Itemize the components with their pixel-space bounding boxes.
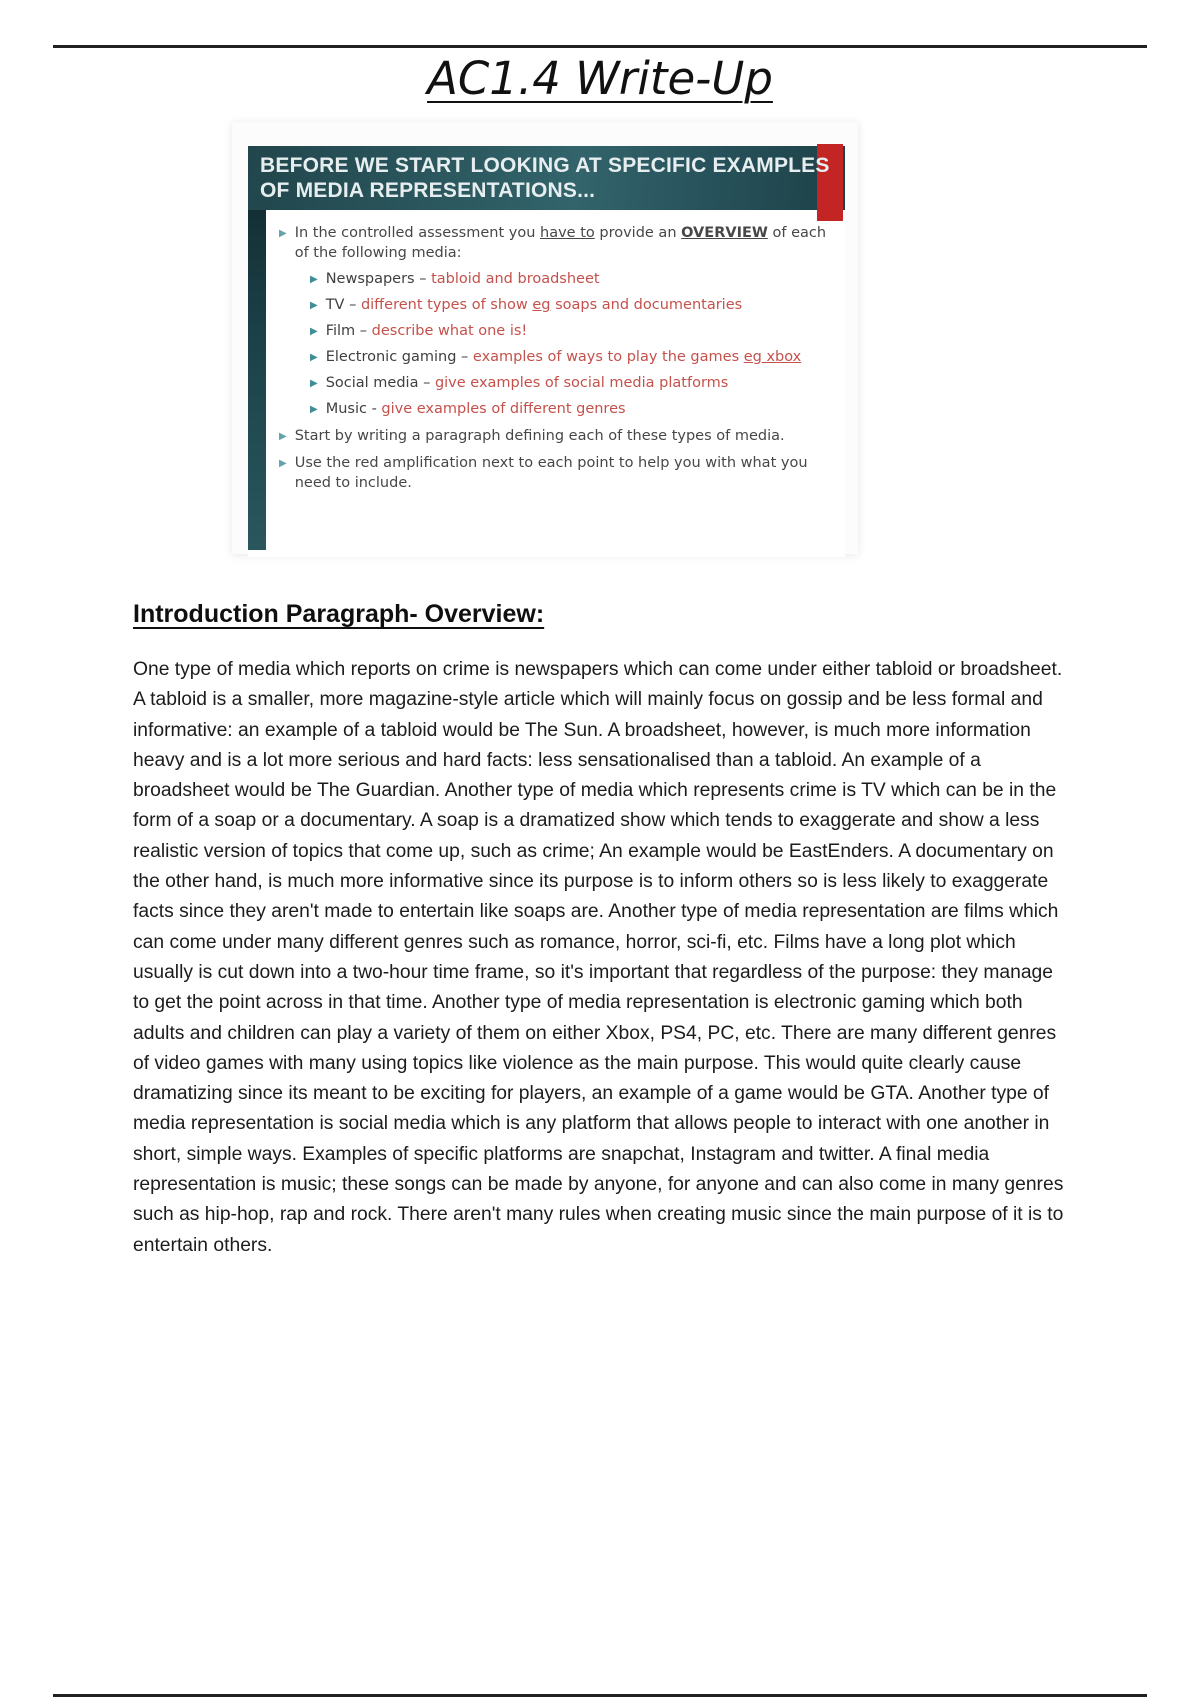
media-label: Newspapers: [325, 271, 415, 287]
slide-bullet-list: [248, 223, 845, 493]
bullet-media-social: [310, 374, 839, 392]
introduction-paragraph: One type of media which reports on crime is newspapers which can come under either tabloid or broadsheet. A tabloid is a smaller, more magazine-style article which will mainly focus on gossip and be less formal and informative: an example of a tabloid would be The Sun. A broadsheet, however, is much more information heavy and is a lot more serious and hard facts: less sensationalised than a tabloid. An example of a broadsheet would be The Guardian. Another type of media which represents crime is TV which can be in the form of a soap or a documentary. A soap is a dramatized show which tends to exaggerate and show a less realistic version of topics that come up, such as crime; An example would be EastEnders. A documentary on the other hand, is much more informative since its purpose is to inform others so is less likely to exaggerate facts since they aren't made to entertain like soaps are. Another type of media representation are films which can come under many different genres such as romance, horror, sci-fi, etc. Films have a long plot which usually is cut down into a two-hour time frame, so it's important that regardless of the purpose: they manage to get the point across in that time. Another type of media representation is electronic gaming which both adults and children can play a variety of them on either Xbox, PS4, PC, etc. There are many different genres of video games with many using topics like violence as the main purpose. This would quite clearly cause dramatizing since its meant to be exciting for players, an example of a game would be GTA. Another type of media representation is social media which is any platform that allows people to interact with one another in short, simple ways. Examples of specific platforms are snapchat, Instagram and twitter. A final media representation is music; these songs can be made by anyone, for anyone and can also come in many genres such as hip-hop, rap and rock. There aren't many rules when creating music since the main purpose of it is to entertain others.: [133, 659, 1064, 1256]
bullet-start-instruction: [279, 426, 839, 446]
closing-instruction-text: Use the red amplification next to each point to help you with what you need to include.: [294, 455, 808, 491]
media-amplification-underlined: eg xbox: [743, 349, 802, 365]
bullet-media-music: [310, 400, 839, 418]
text-segment: provide an: [594, 225, 682, 241]
page-top-rule: [53, 45, 1147, 48]
media-dash: –: [414, 271, 432, 287]
media-dash: –: [344, 297, 361, 313]
media-label: Music: [325, 401, 367, 417]
media-amplification-underlined: eg: [532, 297, 551, 313]
media-amplification: give examples of different genres: [381, 401, 626, 417]
media-amplification: describe what one is!: [371, 323, 528, 339]
embedded-slide-image: [232, 122, 858, 554]
slide-body: [248, 210, 845, 557]
text-segment: of each of the following media:: [294, 225, 827, 261]
bullet-media-film: [310, 322, 839, 340]
media-label: TV: [325, 297, 345, 313]
bullet-media-newspapers: [310, 270, 839, 288]
slide-title: [248, 146, 845, 203]
media-label: Electronic gaming: [325, 349, 457, 365]
bullet-overview-text: [295, 223, 839, 263]
bullet-arrow-icon: ▶: [279, 431, 287, 442]
media-amplification: soaps and documentaries: [550, 297, 743, 313]
bullet-arrow-icon: ▶: [310, 404, 318, 415]
bullet-media-tv: [310, 296, 839, 314]
bullet-arrow-icon: ▶: [279, 228, 287, 239]
bullet-arrow-icon: ▶: [310, 378, 318, 389]
media-amplification: different types of show: [360, 297, 533, 313]
bullet-arrow-icon: ▶: [310, 352, 318, 363]
slide-title-line1: BEFORE WE START LOOKING AT SPECIFIC EXAMPLES: [260, 154, 830, 177]
bullet-media-gaming: [310, 348, 839, 366]
slide-title-line2: OF MEDIA REPRESENTATIONS...: [260, 179, 596, 202]
page-title: AC1.4 Write-Up: [427, 52, 773, 105]
bullet-arrow-icon: ▶: [279, 458, 287, 469]
media-amplification: examples of ways to play the games: [472, 349, 744, 365]
bullet-arrow-icon: ▶: [310, 326, 318, 337]
media-dash: –: [456, 349, 473, 365]
slide-title-banner: [248, 146, 845, 210]
text-segment: In the controlled assessment you: [294, 225, 541, 241]
bullet-arrow-icon: ▶: [310, 300, 318, 311]
slide-left-accent-bar: [248, 210, 266, 550]
media-amplification: give examples of social media platforms: [434, 375, 729, 391]
text-segment-underlined: have to: [540, 225, 595, 241]
media-dash: –: [355, 323, 372, 339]
media-amplification: tabloid and broadsheet: [431, 271, 600, 287]
bullet-amplification-instruction: [279, 453, 839, 493]
media-dash: –: [418, 375, 435, 391]
page-bottom-rule: [53, 1694, 1147, 1697]
bullet-overview-instruction: [279, 223, 839, 263]
media-label: Social media: [325, 375, 419, 391]
text-segment-emphasized: OVERVIEW: [681, 225, 768, 241]
bullet-arrow-icon: ▶: [310, 274, 318, 285]
media-dash: -: [366, 401, 382, 417]
slide-content: [248, 146, 845, 557]
closing-instruction-text: Start by writing a paragraph defining each of these types of media.: [294, 428, 785, 444]
media-label: Film: [325, 323, 356, 339]
section-heading: Introduction Paragraph- Overview:: [133, 600, 545, 628]
